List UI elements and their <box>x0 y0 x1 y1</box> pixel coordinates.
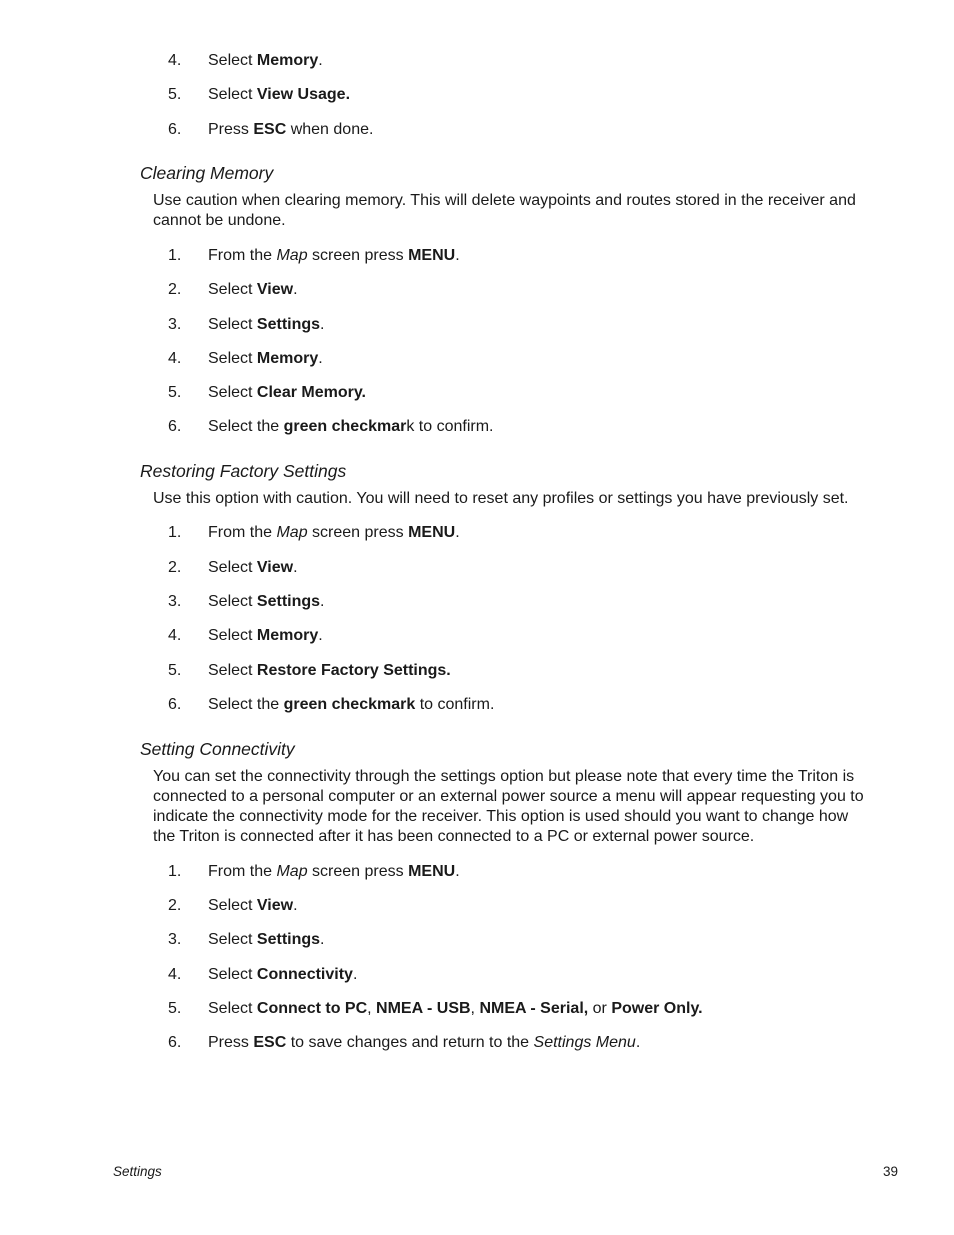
section-intro: You can set the connectivity through the settings option but please note that every time the Triton is connected to a personal computer or an external power source a menu will appear requesting you to indicate the connectivity mode for the receiver. This option is used should you want to change how the Triton is connected after it has been connected to a PC or external power source. <box>153 768 864 845</box>
step-number: 4. <box>168 966 182 983</box>
step-text: From the Map screen press MENU. <box>208 863 460 880</box>
step-text: Select Connect to PC, NMEA - USB, NMEA - Serial, or Power Only. <box>208 1000 703 1017</box>
step-text: Select the green checkmark to confirm. <box>208 418 494 435</box>
footer-section-name: Settings <box>113 1164 162 1179</box>
step-text: Select Settings. <box>208 593 325 610</box>
step-number: 2. <box>168 559 182 576</box>
step-number: 5. <box>168 662 182 679</box>
step-number: 3. <box>168 316 182 333</box>
step-number: 1. <box>168 863 182 880</box>
step-number: 6. <box>168 1034 182 1051</box>
section-intro: Use caution when clearing memory. This will delete waypoints and routes stored in the receiver and cannot be undone. <box>153 192 856 229</box>
section-heading-restoring-factory-settings: Restoring Factory Settings <box>140 461 347 481</box>
page-number: 39 <box>882 1164 898 1179</box>
step-number: 5. <box>168 86 182 103</box>
step-number: 4. <box>168 350 182 367</box>
step-text: Select View. <box>208 897 298 914</box>
step-text: Select Connectivity. <box>208 966 358 983</box>
step-text: Select the green checkmark to confirm. <box>208 696 495 713</box>
section-heading-clearing-memory: Clearing Memory <box>140 163 274 183</box>
section-heading-setting-connectivity: Setting Connectivity <box>140 739 295 759</box>
step-text: Select Memory. <box>208 52 323 69</box>
step-text: Press ESC when done. <box>208 121 374 138</box>
step-number: 1. <box>168 524 182 541</box>
step-text: Select Clear Memory. <box>208 384 366 401</box>
section-intro: Use this option with caution. You will need to reset any profiles or settings you have previously set. <box>153 490 849 507</box>
step-number: 2. <box>168 281 182 298</box>
step-number: 4. <box>168 52 182 69</box>
step-number: 3. <box>168 593 182 610</box>
step-text: Select Memory. <box>208 350 323 367</box>
step-number: 5. <box>168 384 182 401</box>
step-text: Select Memory. <box>208 627 323 644</box>
step-text: Select Settings. <box>208 931 325 948</box>
step-number: 6. <box>168 418 182 435</box>
step-text: Select View Usage. <box>208 86 351 103</box>
step-number: 4. <box>168 627 182 644</box>
step-text: Select Restore Factory Settings. <box>208 662 451 679</box>
step-text: Select View. <box>208 281 298 298</box>
step-number: 2. <box>168 897 182 914</box>
step-number: 6. <box>168 696 182 713</box>
step-text: Select View. <box>208 559 298 576</box>
step-text: Press ESC to save changes and return to the Settings Menu. <box>208 1034 641 1051</box>
step-number: 1. <box>168 247 182 264</box>
step-number: 5. <box>168 1000 182 1017</box>
step-text: From the Map screen press MENU. <box>208 524 460 541</box>
step-text: From the Map screen press MENU. <box>208 247 460 264</box>
step-number: 3. <box>168 931 182 948</box>
step-number: 6. <box>168 121 182 138</box>
step-text: Select Settings. <box>208 316 325 333</box>
